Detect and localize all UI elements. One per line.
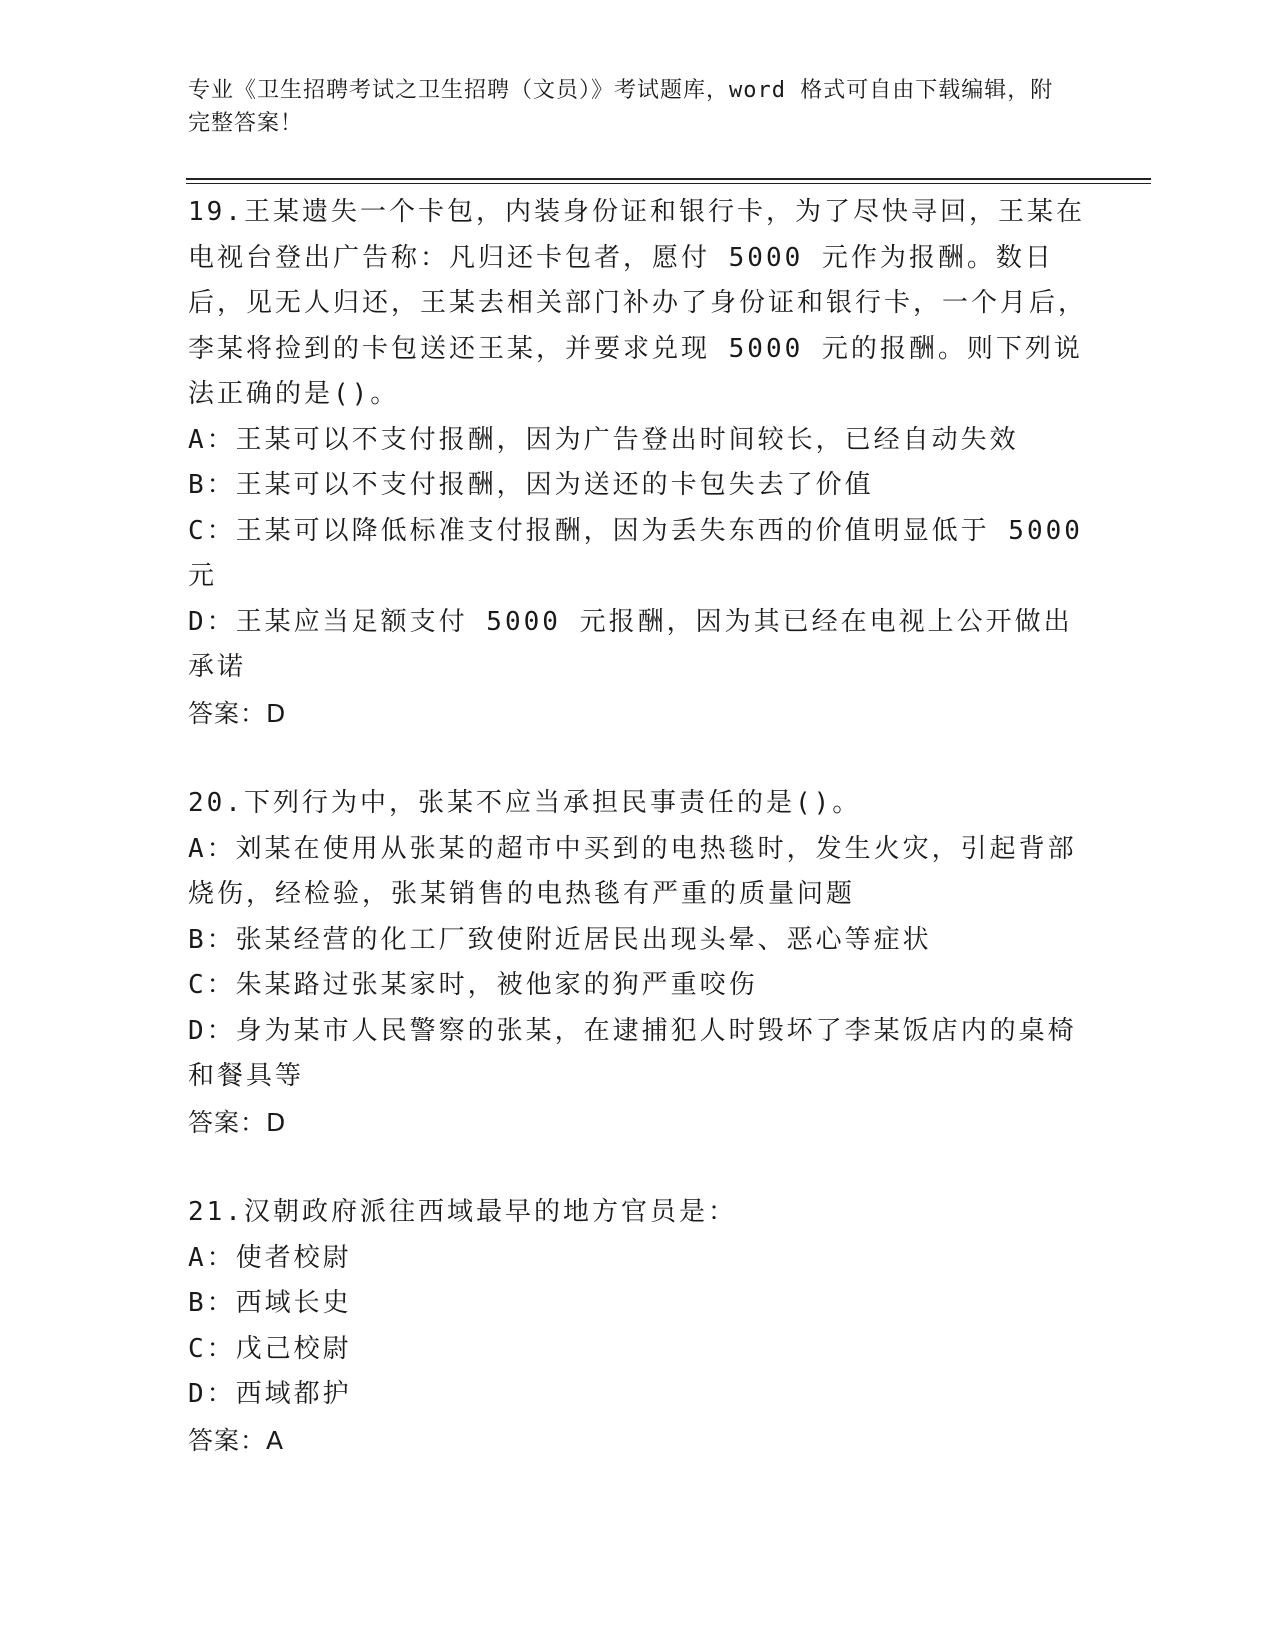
question-stem: 19.王某遗失一个卡包，内装身份证和银行卡，为了尽快寻回，王某在电视台登出广告称：凡归还卡包者，愿付 5000 元作为报酬。数日后，见无人归还，王某去相关部门补办了身份证和银行卡，一个月后，李某将捡到的卡包送还王某，并要求兑现 5000 元的报酬。则下列说法正确的是()。 [188, 197, 1088, 409]
option-b: B：西域长史 [188, 1288, 352, 1318]
option-a: A：使者校尉 [188, 1242, 352, 1273]
header-divider-thin [186, 183, 1151, 184]
answer-label: 答案：D [188, 1107, 287, 1137]
option-a: A：王某可以不支付报酬，因为广告登出时间较长，已经自动失效 [188, 424, 1019, 455]
document-header: 专业《卫生招聘考试之卫生招聘（文员）》考试题库，word 格式可自由下载编辑，附完整答案！ [188, 78, 1054, 136]
option-a: A：刘某在使用从张某的超市中买到的电热毯时，发生火灾，引起背部烧伤，经检验，张某销售的电热毯有严重的质量问题 [188, 833, 1077, 909]
option-d: D：西域都护 [188, 1379, 352, 1409]
answer-label: 答案：D [188, 698, 287, 728]
question-list [188, 190, 1088, 1463]
option-c: C：戊己校尉 [188, 1333, 352, 1364]
question-19 [188, 190, 1088, 736]
option-b: B：王某可以不支付报酬，因为送还的卡包失去了价值 [188, 470, 874, 500]
option-b: B：张某经营的化工厂致使附近居民出现头晕、恶心等症状 [188, 924, 932, 955]
option-d: D：身为某市人民警察的张某，在逮捕犯人时毁坏了李某饭店内的桌椅和餐具等 [188, 1015, 1077, 1091]
question-20 [188, 781, 1088, 1145]
option-d: D：王某应当足额支付 5000 元报酬，因为其已经在电视上公开做出承诺 [188, 606, 1073, 682]
option-c: C：王某可以降低标准支付报酬，因为丢失东西的价值明显低于 5000 元 [188, 515, 1083, 591]
header-divider-thick [186, 178, 1151, 180]
answer-label: 答案：A [188, 1425, 285, 1455]
option-c: C：朱某路过张某家时，被他家的狗严重咬伤 [188, 970, 758, 1000]
question-stem: 21.汉朝政府派往西域最早的地方官员是： [188, 1197, 737, 1227]
question-stem: 20.下列行为中，张某不应当承担民事责任的是()。 [188, 788, 862, 818]
question-21 [188, 1190, 1088, 1463]
